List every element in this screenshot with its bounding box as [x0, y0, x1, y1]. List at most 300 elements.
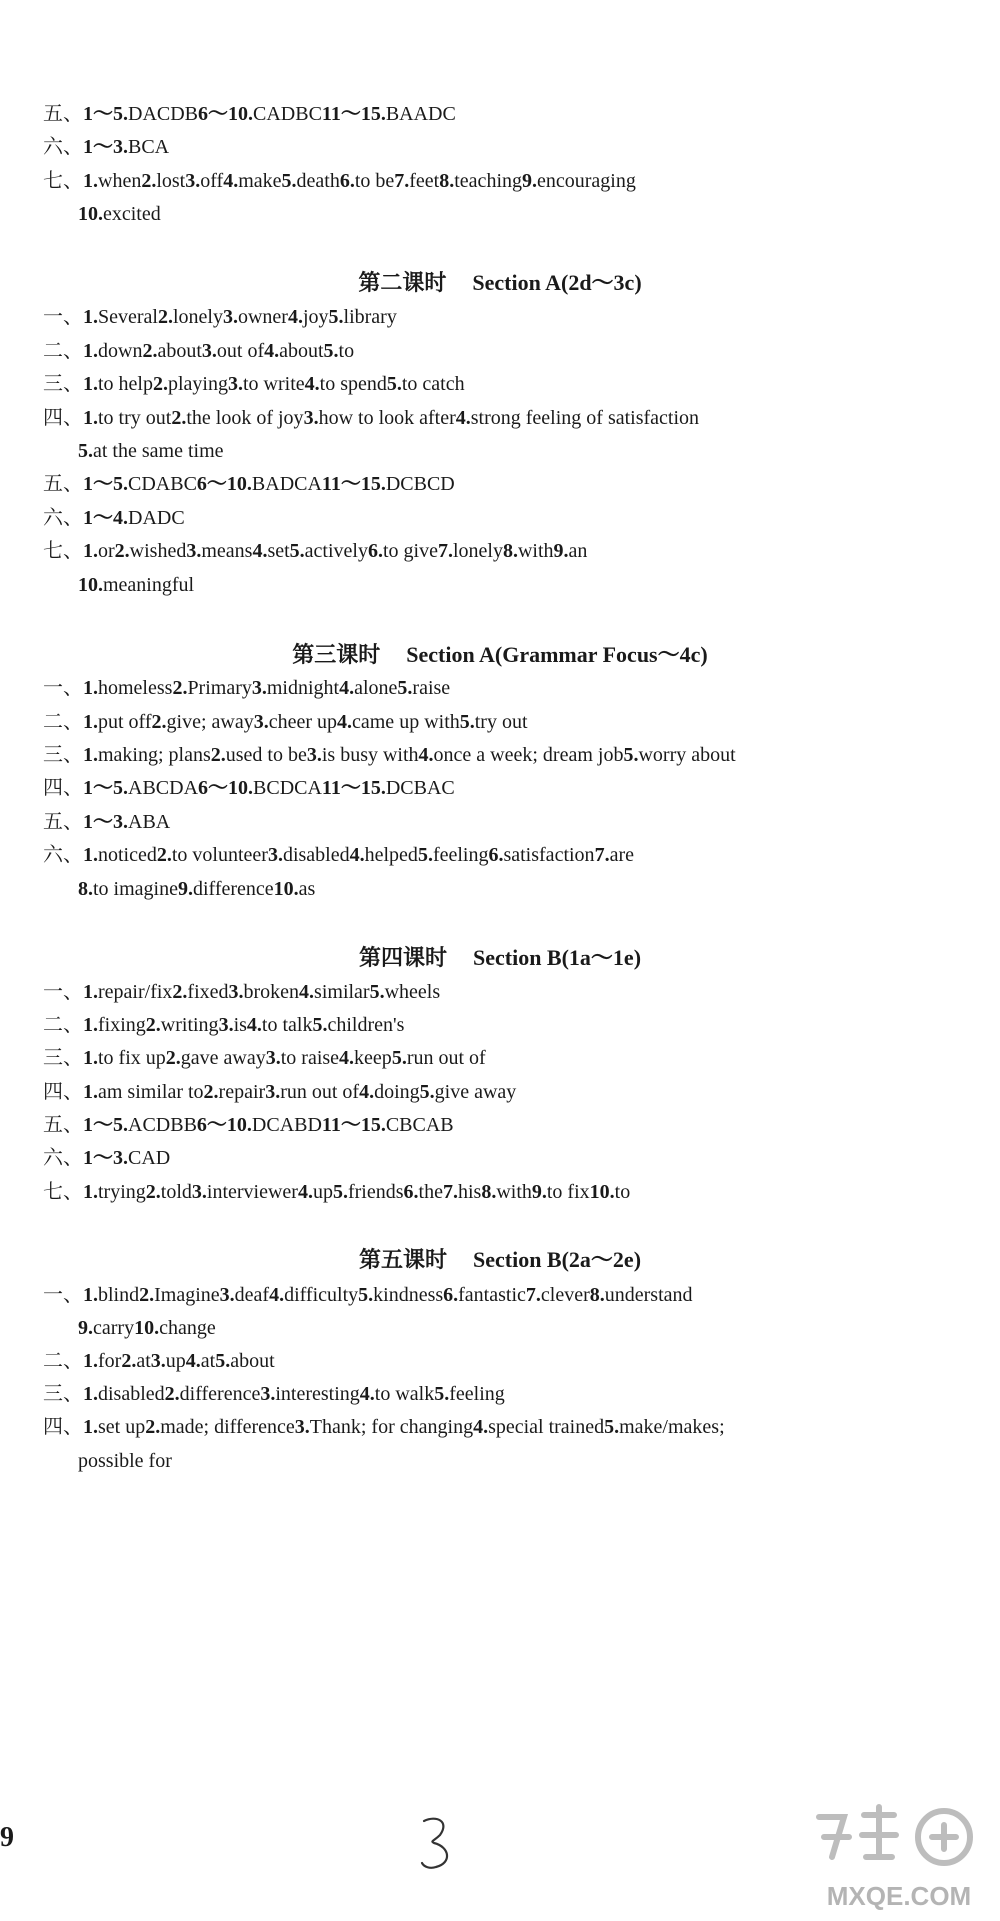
site-watermark: [804, 1797, 994, 1917]
answer-text: made; difference: [160, 1416, 295, 1438]
answer-text: try out: [474, 711, 528, 733]
section-label: 四、: [43, 407, 83, 429]
answer-text: to catch: [401, 373, 465, 395]
answer-text: about: [157, 340, 202, 362]
item-number: 5.: [312, 1014, 328, 1036]
item-number: 1.: [83, 1383, 98, 1405]
answer-text: as: [298, 878, 316, 900]
item-number: 2.: [157, 306, 173, 328]
item-number: 5.: [328, 306, 344, 328]
section-label: 四、: [43, 777, 83, 799]
answer-item: [146, 1014, 219, 1036]
answer-item: [197, 1114, 322, 1136]
answer-line: [43, 674, 973, 702]
answer-text: friends: [347, 1181, 404, 1203]
answer-item: [83, 540, 115, 562]
answer-item: [78, 574, 194, 596]
answer-item: [419, 744, 624, 766]
answer-text: how to look after: [318, 407, 456, 429]
answer-text: with: [496, 1181, 532, 1203]
answer-text: to be: [354, 170, 395, 192]
item-number: 6.: [443, 1284, 459, 1306]
item-number: 2.: [142, 340, 158, 362]
answer-item: [223, 306, 288, 328]
item-number: 4.: [223, 170, 239, 192]
answer-item: [134, 1317, 216, 1339]
answer-item: [350, 844, 418, 866]
answer-text: feeling: [432, 844, 489, 866]
answer-text: feet: [409, 170, 440, 192]
section-label: 二、: [43, 340, 83, 362]
answer-item: [360, 1383, 434, 1405]
answer-item: [488, 844, 594, 866]
answer-item: [368, 540, 438, 562]
answer-item: [83, 677, 172, 699]
answer-item: [322, 777, 455, 799]
lesson-heading: [0, 943, 1000, 973]
answer-item: [290, 540, 368, 562]
answer-text: raise: [412, 677, 451, 699]
answer-item: [434, 1383, 505, 1405]
answer-line: [43, 808, 973, 836]
answer-line: [43, 841, 973, 869]
item-number: 1.: [83, 306, 98, 328]
item-number: 8.: [78, 878, 93, 900]
answer-line: [43, 303, 973, 331]
item-number: 3.: [219, 1284, 235, 1306]
answer-item: [443, 1181, 481, 1203]
answer-text: owner: [237, 306, 288, 328]
answer-text: cheer up: [268, 711, 337, 733]
item-number: 5.: [289, 540, 305, 562]
answer-line: [43, 133, 973, 161]
item-number: 3.: [265, 1081, 281, 1103]
item-number: 4.: [269, 1284, 285, 1306]
answer-item: [305, 373, 387, 395]
answer-line: [43, 504, 973, 532]
answer-text: writing: [160, 1014, 219, 1036]
item-number: 2.: [145, 1181, 161, 1203]
item-number: 4.: [337, 711, 352, 733]
answer-text: with: [517, 540, 554, 562]
answer-item: [215, 1350, 274, 1372]
item-number: 2.: [114, 540, 130, 562]
item-number: 4.: [264, 340, 280, 362]
section-label: 二、: [43, 711, 83, 733]
answer-line: [43, 1281, 973, 1309]
item-number: 7.: [394, 170, 410, 192]
answer-item: [83, 1416, 145, 1438]
item-number: 2.: [165, 1047, 181, 1069]
answer-item: [121, 1350, 150, 1372]
answer-item: [186, 540, 252, 562]
answer-item: [146, 1181, 192, 1203]
answer-text: children's: [327, 1014, 405, 1036]
answer-item: [387, 373, 465, 395]
answer-text: similar: [314, 981, 370, 1003]
section-label: 五、: [43, 1114, 83, 1136]
answer-text: satisfaction: [503, 844, 595, 866]
answer-text: kindness: [373, 1284, 444, 1306]
answer-item: [83, 981, 172, 1003]
answer-text: to write: [243, 373, 305, 395]
answer-text: DADC: [128, 507, 185, 529]
answer-item: [266, 1047, 339, 1069]
answer-item: [141, 170, 185, 192]
answer-text: at the same time: [93, 440, 224, 462]
item-number: 6.: [367, 540, 383, 562]
answer-text: difficulty: [284, 1284, 359, 1306]
answer-text: doing: [374, 1081, 420, 1103]
item-number: 2.: [145, 1014, 161, 1036]
answer-item: [260, 1383, 359, 1405]
answer-item: [288, 306, 329, 328]
section-label: 一、: [43, 677, 83, 699]
answer-item: [324, 340, 355, 362]
item-number: 9.: [522, 170, 537, 192]
answer-item: [392, 1047, 486, 1069]
item-number: 7.: [525, 1284, 541, 1306]
answer-item: [172, 677, 251, 699]
answer-item: [172, 981, 228, 1003]
item-number: 2.: [156, 844, 172, 866]
answer-text: means: [201, 540, 253, 562]
item-number: 7.: [442, 1181, 458, 1203]
answer-text: to: [614, 1181, 631, 1203]
answer-text: up: [165, 1350, 186, 1372]
answer-item: [590, 1284, 693, 1306]
answer-item: [322, 473, 455, 495]
answer-line: [43, 1413, 973, 1441]
answer-item: [202, 340, 264, 362]
answer-item: [522, 170, 636, 192]
item-number: 7.: [594, 844, 610, 866]
answer-item: [322, 103, 456, 125]
answer-item: [623, 744, 735, 766]
item-number: 1.: [83, 1047, 98, 1069]
answer-text: about: [230, 1350, 275, 1372]
answer-line-continuation: [78, 437, 1000, 465]
item-number: 1.: [83, 981, 98, 1003]
answer-item: [83, 340, 142, 362]
answer-text: to fix up: [98, 1047, 166, 1069]
answer-text: Imagine: [154, 1284, 220, 1306]
answer-text: to give: [382, 540, 438, 562]
answer-text: up: [312, 1181, 333, 1203]
answer-item: [337, 711, 460, 733]
item-number: 5.: [397, 677, 413, 699]
answer-text: Primary: [187, 677, 252, 699]
section-label: 七、: [43, 540, 83, 562]
item-number: 8.: [481, 1181, 497, 1203]
answer-line: [43, 1347, 973, 1375]
answer-text: meaningful: [103, 574, 195, 596]
item-number: 10.: [273, 878, 299, 900]
answer-item: [178, 878, 274, 900]
answer-text: when: [98, 170, 142, 192]
answer-text: wheels: [384, 981, 441, 1003]
item-number: 4.: [349, 844, 365, 866]
answer-item: [83, 407, 171, 429]
answer-item: [265, 1081, 359, 1103]
answer-item: [83, 1147, 170, 1169]
item-number: 8.: [502, 540, 518, 562]
answer-item: [268, 844, 350, 866]
answer-item: [443, 1284, 526, 1306]
answer-item: [78, 1450, 172, 1472]
answer-text: lost: [156, 170, 186, 192]
item-number: 5.: [215, 1350, 231, 1372]
answer-item: [83, 811, 170, 833]
section-label: 四、: [43, 1081, 83, 1103]
answer-item: [83, 711, 152, 733]
answer-item: [299, 981, 370, 1003]
answer-text: encouraging: [537, 170, 636, 192]
answer-item: [157, 844, 268, 866]
answer-item: [456, 407, 699, 429]
watermark-text: MXQE.COM: [826, 1881, 972, 1911]
answer-item: [83, 1081, 204, 1103]
item-number: 2.: [164, 1383, 180, 1405]
answer-text: out of: [216, 340, 265, 362]
answer-text: to talk: [261, 1014, 313, 1036]
answer-item: [171, 407, 303, 429]
item-number: 5.: [391, 1047, 407, 1069]
answer-item: [304, 407, 456, 429]
answer-line: [43, 1011, 973, 1039]
answer-text: give; away: [166, 711, 254, 733]
item-number: 1.: [83, 540, 98, 562]
answer-item: [78, 878, 178, 900]
item-number: 5.: [417, 844, 433, 866]
item-number: 4.: [455, 407, 471, 429]
item-number: 1～5.: [83, 1114, 128, 1136]
answer-text: teaching: [454, 170, 522, 192]
answer-item: [115, 540, 187, 562]
answer-line: [43, 337, 973, 365]
answer-text: actively: [304, 540, 368, 562]
item-number: 1～5.: [83, 103, 128, 125]
answer-text: lonely: [452, 540, 503, 562]
item-number: 1～4.: [83, 507, 128, 529]
lesson-heading-en: Section A(2d～3c): [472, 270, 642, 295]
lesson-heading-zh: 第四课时: [358, 945, 447, 970]
answer-item: [274, 878, 316, 900]
item-number: 4.: [359, 1383, 375, 1405]
answer-text: homeless: [98, 677, 173, 699]
item-number: 2.: [139, 1284, 155, 1306]
answer-text: give away: [434, 1081, 517, 1103]
answer-text: to spend: [319, 373, 387, 395]
answer-text: clever: [540, 1284, 590, 1306]
answer-item: [158, 306, 223, 328]
answer-item: [340, 170, 394, 192]
answer-text: library: [343, 306, 397, 328]
item-number: 5.: [78, 440, 93, 462]
item-number: 6～10.: [196, 473, 252, 495]
item-number: 3.: [260, 1383, 276, 1405]
answer-text: DCBAC: [385, 777, 455, 799]
answer-item: [254, 711, 337, 733]
answer-text: possible for: [78, 1450, 172, 1472]
answer-item: [165, 1383, 261, 1405]
answer-text: make/makes;: [619, 1416, 725, 1438]
answer-item: [83, 170, 141, 192]
answer-item: [295, 1416, 473, 1438]
answer-text: repair/fix: [98, 981, 173, 1003]
answer-item: [166, 1047, 266, 1069]
lesson-heading: [0, 640, 1000, 670]
item-number: 3.: [222, 306, 238, 328]
answer-item: [83, 1114, 197, 1136]
item-number: 10.: [134, 1317, 160, 1339]
answer-item: [83, 1181, 146, 1203]
answer-text: playing: [168, 373, 228, 395]
answer-item: [83, 507, 185, 529]
answer-item: [418, 844, 489, 866]
answer-line: [43, 100, 973, 128]
answer-text: worry about: [638, 744, 736, 766]
answer-item: [394, 170, 439, 192]
answer-text: understand: [604, 1284, 693, 1306]
answer-text: death: [296, 170, 340, 192]
answer-text: down: [98, 340, 143, 362]
item-number: 3.: [186, 540, 202, 562]
section-label: 一、: [43, 306, 83, 328]
item-number: 2.: [172, 981, 188, 1003]
section-label: 七、: [43, 1181, 83, 1203]
answer-text: carry: [93, 1317, 135, 1339]
answer-item: [397, 677, 450, 699]
item-number: 11～15.: [321, 103, 386, 125]
item-number: 5.: [434, 1383, 450, 1405]
answer-text: DACDB: [128, 103, 199, 125]
answer-item: [604, 1416, 725, 1438]
item-number: 3.: [303, 407, 319, 429]
answer-text: put off: [98, 711, 152, 733]
answer-text: BADCA: [251, 473, 322, 495]
answer-text: disabled: [282, 844, 350, 866]
answer-text: set up: [98, 1416, 146, 1438]
lesson-heading: [0, 268, 1000, 298]
answer-text: ACDBB: [128, 1114, 197, 1136]
answer-item: [595, 844, 634, 866]
answer-item: [247, 1014, 313, 1036]
answer-text: difference: [179, 1383, 261, 1405]
item-number: 4.: [299, 981, 315, 1003]
lesson-heading-zh: 第二课时: [358, 270, 447, 295]
answer-item: [192, 1181, 298, 1203]
item-number: 4.: [473, 1416, 489, 1438]
answer-text: his: [457, 1181, 482, 1203]
answer-item: [312, 1014, 404, 1036]
answer-text: wished: [129, 540, 187, 562]
item-number: 1.: [83, 1350, 98, 1372]
section-label: 五、: [43, 473, 83, 495]
item-number: 3.: [251, 677, 267, 699]
answer-line: [43, 708, 973, 736]
answer-line: [43, 1144, 973, 1172]
item-number: 9.: [78, 1317, 93, 1339]
section-label: 三、: [43, 1383, 83, 1405]
answer-line-continuation: [78, 571, 1000, 599]
answer-text: making; plans: [98, 744, 211, 766]
answer-item: [83, 777, 198, 799]
section-label: 六、: [43, 844, 83, 866]
answer-text: ABA: [128, 811, 171, 833]
answer-line-continuation: [78, 875, 1000, 903]
item-number: 3.: [228, 373, 243, 395]
answer-text: make: [238, 170, 282, 192]
handwritten-mark-3: [416, 1815, 456, 1871]
answer-item: [145, 1416, 295, 1438]
section-label: 六、: [43, 507, 83, 529]
answer-line: [43, 370, 973, 398]
answer-text: to raise: [280, 1047, 340, 1069]
item-number: 2.: [203, 1081, 219, 1103]
item-number: 9.: [531, 1181, 547, 1203]
item-number: 1.: [83, 844, 98, 866]
answer-item: [252, 540, 289, 562]
answer-text: disabled: [98, 1383, 165, 1405]
answer-line: [43, 404, 973, 432]
answer-line: [43, 741, 973, 769]
item-number: 4.: [246, 1014, 262, 1036]
section-label: 七、: [43, 170, 83, 192]
answer-line-continuation: [78, 200, 1000, 228]
answer-item: [359, 1081, 420, 1103]
answer-text: is busy with: [321, 744, 419, 766]
item-number: 10.: [78, 574, 103, 596]
answer-line-continuation: [78, 1447, 1000, 1475]
answer-text: trying: [98, 1181, 146, 1203]
answer-item: [211, 744, 307, 766]
answer-text: to: [338, 340, 355, 362]
item-number: 4.: [359, 1081, 375, 1103]
answer-item: [186, 1350, 215, 1372]
answer-item: [197, 473, 322, 495]
item-number: 4.: [297, 1181, 313, 1203]
answer-item: [229, 981, 300, 1003]
item-number: 6～10.: [196, 1114, 252, 1136]
answer-text: to walk: [374, 1383, 435, 1405]
answer-item: [78, 203, 161, 225]
section-label: 五、: [43, 103, 83, 125]
section-label: 五、: [43, 811, 83, 833]
answer-item: [223, 170, 281, 192]
answer-line: [43, 1178, 973, 1206]
answer-item: [420, 1081, 517, 1103]
item-number: 3.: [267, 844, 283, 866]
answer-item: [460, 711, 528, 733]
item-number: 1.: [83, 744, 98, 766]
item-number: 3.: [228, 981, 244, 1003]
answer-text: are: [609, 844, 634, 866]
item-number: 9.: [553, 540, 569, 562]
item-number: 9.: [177, 878, 193, 900]
answer-text: ABCDA: [128, 777, 199, 799]
item-number: 5.: [419, 1081, 435, 1103]
item-number: 4.: [252, 540, 268, 562]
answer-item: [264, 340, 323, 362]
answer-text: to fix: [546, 1181, 590, 1203]
item-number: 3.: [306, 744, 322, 766]
answer-text: Several: [98, 306, 158, 328]
item-number: 5.: [358, 1284, 374, 1306]
item-number: 3.: [191, 1181, 207, 1203]
answer-item: [83, 473, 197, 495]
section-label: 一、: [43, 981, 83, 1003]
